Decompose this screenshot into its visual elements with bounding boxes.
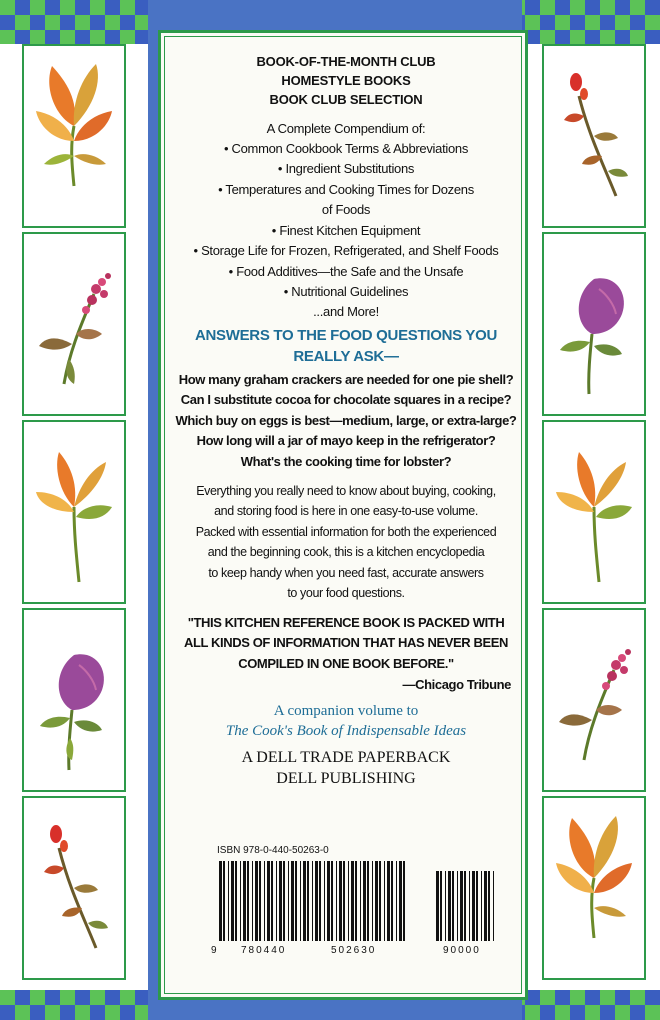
right-tile-4 — [542, 608, 646, 792]
barcode-price-addon — [436, 871, 496, 941]
barcode-bar — [331, 861, 333, 941]
checker-square — [30, 990, 45, 1005]
checker-square — [645, 0, 660, 15]
checker-square — [540, 15, 555, 30]
left-tile-3 — [22, 420, 126, 604]
description-line: Packed with essential information for both the experienced — [195, 525, 497, 539]
barcode-bar — [247, 861, 249, 941]
left-tile-5 — [22, 796, 126, 980]
barcode-bar — [319, 861, 321, 941]
barcode-bar — [259, 861, 261, 941]
checker-square — [75, 1005, 90, 1020]
barcode-bar — [396, 861, 397, 941]
barcode-bar — [469, 871, 470, 941]
barcode-bar — [493, 871, 494, 941]
barcode-bar — [219, 861, 222, 941]
barcode-bar — [267, 861, 270, 941]
barcode-bar — [264, 861, 265, 941]
barcode-bar — [303, 861, 306, 941]
checker-square — [600, 1005, 615, 1020]
checker-square — [540, 0, 555, 15]
barcode-bar — [300, 861, 301, 941]
checker-square — [0, 15, 15, 30]
checker-square — [525, 1005, 540, 1020]
club-line-3: BOOK CLUB SELECTION — [269, 92, 423, 107]
compendium-item: of Foods — [321, 202, 371, 217]
compendium-intro: A Complete Compendium of: — [266, 121, 426, 136]
barcode-main — [219, 861, 409, 941]
barcode-bar — [484, 871, 487, 941]
orange-leaf-icon — [24, 46, 124, 226]
barcode-bar — [360, 861, 361, 941]
checker-square — [630, 15, 645, 30]
review-quote-line: "THIS KITCHEN REFERENCE BOOK IS PACKED WITH — [187, 615, 505, 630]
barcode-bar — [343, 861, 345, 941]
barcode-bar — [476, 871, 478, 941]
checker-square — [105, 0, 120, 15]
checker-square — [570, 15, 585, 30]
checker-square — [75, 0, 90, 15]
checker-square — [585, 15, 600, 30]
compendium-item: • Storage Life for Frozen, Refrigerated, and Shelf Foods — [193, 243, 499, 258]
checker-square — [45, 1005, 60, 1020]
checker-square — [120, 990, 135, 1005]
checker-square — [45, 15, 60, 30]
isbn-text: ISBN 978-0-440-50263-0 — [217, 845, 329, 856]
checker-square — [60, 15, 75, 30]
barcode-bar — [375, 861, 378, 941]
barcode-bar — [445, 871, 446, 941]
barcode-bar — [223, 861, 225, 941]
club-line-2: HOMESTYLE BOOKS — [281, 73, 411, 88]
compendium-item: • Temperatures and Cooking Times for Dozens — [218, 182, 474, 197]
checker-square — [600, 15, 615, 30]
barcode-bar — [399, 861, 402, 941]
barcode-bar — [472, 871, 475, 941]
barcode-bar — [255, 861, 258, 941]
red-berry-sprig-icon — [544, 46, 644, 226]
checker-square — [30, 1005, 45, 1020]
checker-square — [615, 990, 630, 1005]
review-quote-source: —Chicago Tribune — [402, 677, 511, 692]
description-line: to keep handy when you need fast, accurate answers — [208, 566, 484, 580]
left-illustration-column — [0, 40, 148, 992]
barcode-bar — [276, 861, 277, 941]
barcode-bar — [291, 861, 294, 941]
checker-square — [30, 15, 45, 30]
barcode-bar — [488, 871, 490, 941]
question-line: How many graham crackers are needed for one pie shell? — [178, 372, 514, 387]
checker-square — [570, 990, 585, 1005]
checker-square — [15, 0, 30, 15]
checker-square — [570, 0, 585, 15]
checker-square — [630, 0, 645, 15]
barcode-bar — [312, 861, 313, 941]
checker-square — [60, 0, 75, 15]
checker-square — [75, 990, 90, 1005]
checker-square — [645, 15, 660, 30]
barcode-bar — [384, 861, 385, 941]
compendium-item: ...and More! — [313, 304, 379, 319]
publisher-line-1: A DELL TRADE PAPERBACK — [241, 749, 451, 766]
barcode-first-digit: 9 — [211, 945, 217, 956]
checker-square — [90, 0, 105, 15]
checker-square — [615, 15, 630, 30]
barcode-bar — [379, 861, 381, 941]
description-line: Everything you really need to know about buying, cooking, — [196, 484, 496, 498]
barcode-bar — [367, 861, 369, 941]
compendium-item: • Common Cookbook Terms & Abbreviations — [223, 141, 469, 156]
checker-square — [60, 990, 75, 1005]
checker-square — [0, 1005, 15, 1020]
compendium-item: • Food Additives—the Safe and the Unsafe — [228, 264, 464, 279]
barcode-price-digits: 90000 — [443, 945, 481, 956]
barcode-bar — [243, 861, 246, 941]
barcode-bar — [327, 861, 330, 941]
checker-square — [0, 990, 15, 1005]
checker-square — [45, 990, 60, 1005]
text-panel — [158, 30, 528, 1000]
checker-square — [645, 1005, 660, 1020]
checker-square — [60, 1005, 75, 1020]
barcode-block — [211, 845, 511, 975]
barcode-bar — [448, 871, 451, 941]
barcode-bar — [295, 861, 297, 941]
answers-heading-line-2: REALLY ASK— — [293, 348, 399, 365]
review-quote-line: ALL KINDS OF INFORMATION THAT HAS NEVER BEEN — [183, 635, 508, 650]
pink-flower-sprig-icon — [24, 234, 124, 414]
checker-square — [120, 1005, 135, 1020]
left-tile-2 — [22, 232, 126, 416]
barcode-bar — [436, 871, 439, 941]
purple-flower-icon — [544, 234, 644, 414]
checker-square — [555, 0, 570, 15]
checker-square — [525, 15, 540, 30]
barcode-bar — [372, 861, 373, 941]
orange-leaf-icon — [544, 798, 644, 978]
barcode-bar — [324, 861, 325, 941]
checker-square — [570, 1005, 585, 1020]
checker-square — [105, 1005, 120, 1020]
red-berry-sprig-icon — [24, 798, 124, 978]
barcode-bar — [403, 861, 405, 941]
purple-flower-icon — [24, 610, 124, 790]
checker-square — [15, 990, 30, 1005]
checker-square — [90, 1005, 105, 1020]
companion-book-title: The Cook's Book of Indispensable Ideas — [225, 723, 467, 739]
right-tile-1 — [542, 44, 646, 228]
checker-square — [630, 990, 645, 1005]
checker-square — [540, 1005, 555, 1020]
checker-square — [90, 15, 105, 30]
checker-square — [105, 990, 120, 1005]
barcode-bar — [464, 871, 466, 941]
barcode-bar — [363, 861, 366, 941]
barcode-bar — [391, 861, 393, 941]
checker-square — [615, 1005, 630, 1020]
barcode-bar — [279, 861, 282, 941]
checker-square — [585, 1005, 600, 1020]
left-tile-4 — [22, 608, 126, 792]
barcode-bar — [231, 861, 234, 941]
checker-square — [555, 990, 570, 1005]
barcode-bar — [228, 861, 229, 941]
checker-square — [525, 0, 540, 15]
left-tile-1 — [22, 44, 126, 228]
checker-square — [105, 15, 120, 30]
right-tile-2 — [542, 232, 646, 416]
checker-square — [30, 0, 45, 15]
description-line: to your food questions. — [287, 586, 405, 600]
barcode-bar — [387, 861, 390, 941]
right-tile-5 — [542, 796, 646, 980]
barcode-left-digits: 780440 — [241, 945, 287, 956]
barcode-bar — [307, 861, 309, 941]
orange-leaf-icon — [544, 422, 644, 602]
checker-square — [540, 990, 555, 1005]
checker-square — [555, 1005, 570, 1020]
barcode-bar — [336, 861, 337, 941]
question-line: What's the cooking time for lobster? — [240, 454, 452, 469]
barcode-right-digits: 502630 — [331, 945, 377, 956]
checker-square — [75, 15, 90, 30]
barcode-bar — [348, 861, 349, 941]
barcode-bar — [481, 871, 482, 941]
right-tile-3 — [542, 420, 646, 604]
barcode-bar — [283, 861, 285, 941]
checker-square — [45, 0, 60, 15]
orange-leaf-icon — [24, 422, 124, 602]
barcode-bar — [440, 871, 442, 941]
club-line-1: BOOK-OF-THE-MONTH CLUB — [256, 54, 436, 69]
right-illustration-column — [520, 40, 660, 992]
barcode-bar — [235, 861, 237, 941]
checker-square — [120, 15, 135, 30]
checker-square — [600, 990, 615, 1005]
compendium-item: • Nutritional Guidelines — [283, 284, 409, 299]
checker-square — [600, 0, 615, 15]
barcode-bar — [252, 861, 253, 941]
checker-square — [555, 15, 570, 30]
checker-square — [120, 0, 135, 15]
description-line: and storing food is here in one easy-to-use volume. — [214, 504, 478, 518]
barcode-bar — [355, 861, 357, 941]
checker-square — [15, 1005, 30, 1020]
barcode-bar — [452, 871, 454, 941]
question-line: Which buy on eggs is best—medium, large, or extra-large? — [175, 413, 517, 428]
checker-square — [645, 990, 660, 1005]
barcode-bar — [271, 861, 273, 941]
checker-square — [15, 15, 30, 30]
compendium-item: • Ingredient Substitutions — [277, 161, 415, 176]
barcode-bar — [457, 871, 458, 941]
companion-line: A companion volume to — [273, 703, 419, 719]
publisher-line-2: DELL PUBLISHING — [276, 770, 416, 787]
checker-square — [90, 990, 105, 1005]
checker-square — [585, 0, 600, 15]
question-line: Can I substitute cocoa for chocolate squares in a recipe? — [180, 392, 512, 407]
barcode-bar — [460, 871, 463, 941]
barcode-bar — [288, 861, 289, 941]
barcode-bar — [351, 861, 354, 941]
answers-heading-line-1: ANSWERS TO THE FOOD QUESTIONS YOU — [194, 327, 498, 344]
review-quote-line: COMPILED IN ONE BOOK BEFORE." — [238, 656, 454, 671]
barcode-bar — [240, 861, 241, 941]
barcode-bar — [315, 861, 318, 941]
compendium-item: • Finest Kitchen Equipment — [271, 223, 421, 238]
pink-flower-sprig-icon — [544, 610, 644, 790]
description-line: and the beginning cook, this is a kitchen encyclopedia — [207, 545, 485, 559]
checker-square — [630, 1005, 645, 1020]
barcode-bar — [339, 861, 342, 941]
checker-square — [615, 0, 630, 15]
checker-square — [585, 990, 600, 1005]
question-line: How long will a jar of mayo keep in the refrigerator? — [196, 433, 496, 448]
checker-square — [0, 0, 15, 15]
